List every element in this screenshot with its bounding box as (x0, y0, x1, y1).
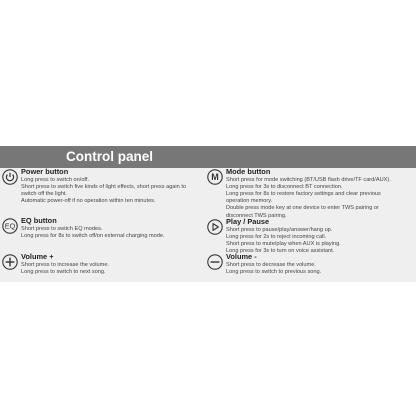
eq-button-desc-2: Long press for 8s to switch off/on external charging mode. (21, 232, 165, 239)
control-panel-header (0, 146, 416, 168)
svg-text:EQ: EQ (4, 221, 16, 231)
svg-text:M: M (211, 172, 219, 183)
power-button-desc-3: switch off the light. (21, 190, 67, 197)
volume-up-desc-1: Short press to increase the volume. (21, 261, 109, 268)
mode-button-desc-5: Double press mode key at one device to enter TWS pairing or (226, 205, 379, 212)
mode-icon (207, 169, 223, 185)
mode-button-desc-2: Long press for 3s to disconnect BT connection. (226, 183, 343, 190)
mode-button-desc-4: operation memory. (226, 198, 273, 205)
volume-up-desc-2: Long press to switch to next song. (21, 268, 106, 275)
volume-down-desc-2: Long press to switch to previous song. (226, 268, 322, 275)
power-button-desc-2: Short press to switch five kinds of light effects, short press again to (21, 183, 186, 190)
power-icon (2, 169, 18, 185)
volume-down-title: Volume - (226, 252, 257, 261)
power-button-desc-4: Automatic power-off if no operation within ten minutes. (21, 198, 156, 205)
play-pause-desc-1: Short press to pause/play/answer/hang up. (226, 226, 333, 233)
page-title: Control panel (66, 149, 153, 164)
plus-icon (2, 254, 18, 270)
mode-button-title: Mode button (226, 167, 271, 176)
play-pause-desc-2: Long press for 2s to reject incoming call. (226, 233, 327, 240)
mode-button-desc-3: Long press for 8s to restore factory settings and clear previous (226, 190, 381, 197)
play-pause-title: Play / Pause (226, 217, 270, 226)
play-pause-desc-4: Long press for 3s to turn on voice assistant. (226, 248, 335, 255)
minus-icon (207, 254, 223, 270)
mode-button-desc-6: disconnect TWS pairing. (226, 212, 287, 219)
power-button-title: Power button (21, 167, 69, 176)
volume-up-title: Volume + (21, 252, 54, 261)
eq-button-title: EQ button (21, 216, 57, 225)
mode-button-desc-1: Short press for mode switching (BT/USB flash drive/TF card/AUX). (226, 176, 391, 183)
power-button-desc-1: Long press to switch on/off. (21, 176, 89, 183)
eq-icon (2, 218, 18, 234)
play-pause-desc-3: Short press to mute/play when AUX is playing. (226, 240, 341, 247)
volume-down-desc-1: Short press to decrease the volume. (226, 261, 316, 268)
play-pause-icon (207, 219, 223, 235)
eq-button-desc-1: Short press to switch EQ modes. (21, 225, 103, 232)
